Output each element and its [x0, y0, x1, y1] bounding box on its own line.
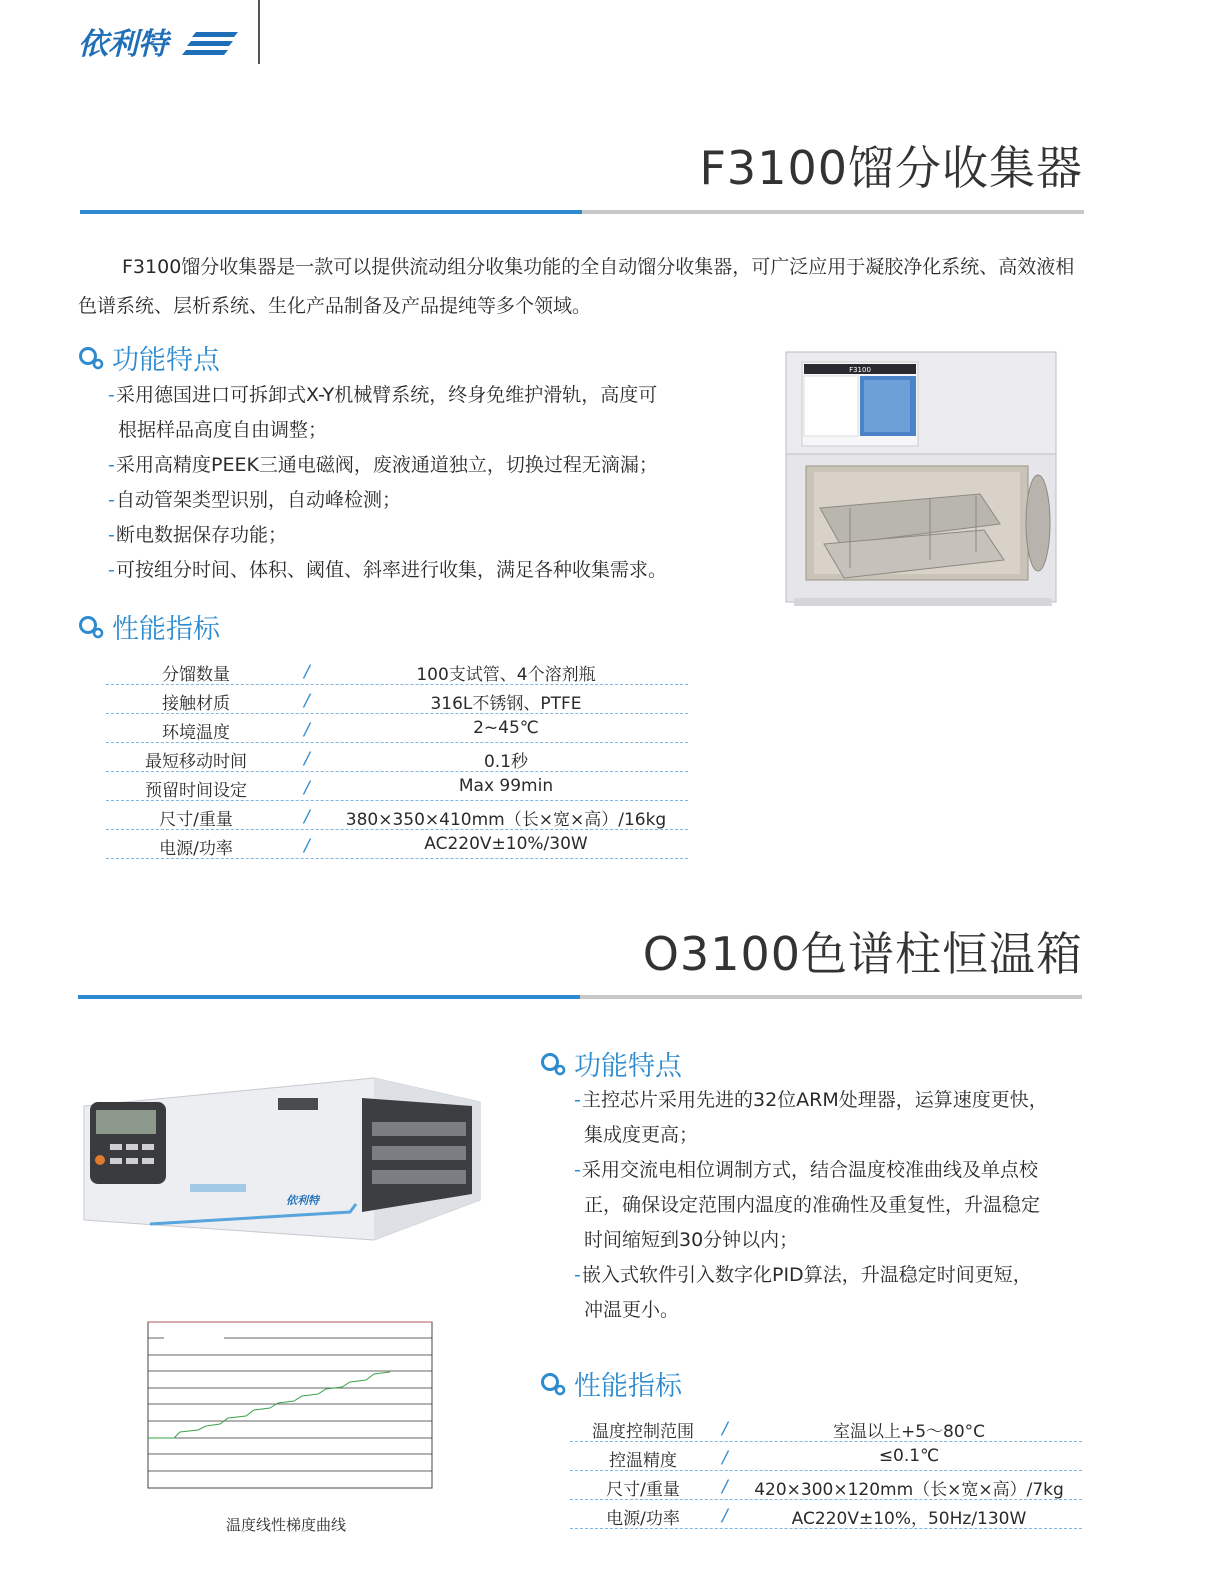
section2-specs-heading [540, 1364, 682, 1403]
spec-row: 电源/功率 / AC220V±10%/30W [106, 830, 688, 859]
section1-specs-heading-text: 性能指标 [112, 614, 220, 645]
feature-item: - 断电数据保存功能； [108, 524, 288, 546]
f3100-device-image [780, 348, 1060, 610]
section1-features-heading-text: 功能特点 [112, 345, 220, 376]
brand-logo [78, 20, 243, 64]
magnifier-icon [540, 1371, 566, 1397]
feature-item: - 采用高精度PEEK三通电磁阀，废液通道独立，切换过程无滴漏； [108, 454, 658, 476]
spec-row: 控温精度 / ≤0.1℃ [570, 1442, 1082, 1471]
svg-text:依利特: 依利特 [286, 1194, 319, 1207]
logo-text: 依利特 [78, 27, 168, 62]
spec-row: 环境温度 / 2~45℃ [106, 714, 688, 743]
section2-title: O3100色谱柱恒温箱 [642, 927, 1083, 981]
section1-title: F3100馏分收集器 [699, 141, 1083, 195]
section1-spec-table [106, 656, 688, 859]
feature-item: 根据样品高度自由调整； [118, 419, 328, 441]
section2-features-heading-text: 功能特点 [574, 1051, 682, 1082]
chart-caption: 温度线性梯度曲线 [226, 1516, 347, 1534]
temperature-gradient-chart [118, 1310, 454, 1502]
magnifier-icon [540, 1051, 566, 1077]
magnifier-icon [78, 345, 104, 371]
section2-features-list [574, 1083, 1104, 1328]
feature-item: 冲温更小。 [584, 1299, 680, 1321]
spec-row: 温度控制范围 / 室温以上+5～80°C [570, 1413, 1082, 1442]
section1-features-list [108, 378, 748, 588]
section2-features-heading [540, 1044, 682, 1083]
feature-item: - 采用交流电相位调制方式，结合温度校准曲线及单点校 [574, 1159, 1039, 1181]
feature-item: - 嵌入式软件引入数字化PID算法，升温稳定时间更短， [574, 1264, 1032, 1286]
section1-specs-heading [78, 607, 220, 646]
feature-item: - 采用德国进口可拆卸式X-Y机械臂系统，终身免维护滑轨，高度可 [108, 384, 658, 406]
feature-item: 时间缩短到30分钟以内； [584, 1229, 799, 1251]
section2-spec-table [570, 1413, 1082, 1529]
spec-row: 接触材质 / 316L不锈钢、PTFE [106, 685, 688, 714]
spec-row: 分馏数量 / 100支试管、4个溶剂瓶 [106, 656, 688, 685]
magnifier-icon [78, 614, 104, 640]
svg-text:F3100: F3100 [849, 366, 871, 374]
o3100-device-image [80, 1072, 484, 1244]
section1-rule [80, 210, 1084, 214]
spec-row: 最短移动时间 / 0.1秒 [106, 743, 688, 772]
section2-specs-heading-text: 性能指标 [574, 1371, 682, 1402]
feature-item: - 可按组分时间、体积、阈值、斜率进行收集，满足各种收集需求。 [108, 559, 668, 581]
spec-row: 尺寸/重量 / 420×300×120mm（长×宽×高）/7kg [570, 1471, 1082, 1500]
header-divider [258, 0, 260, 64]
section1-features-heading [78, 338, 220, 377]
spec-row: 预留时间设定 / Max 99min [106, 772, 688, 801]
feature-item: - 自动管架类型识别，自动峰检测； [108, 489, 402, 511]
section2-rule [78, 995, 1082, 999]
feature-item: - 主控芯片采用先进的32位ARM处理器，运算速度更快， [574, 1089, 1048, 1111]
section1-intro: F3100馏分收集器是一款可以提供流动组分收集功能的全自动馏分收集器，可广泛应用于凝胶净化系统、高效液相色谱系统、层析系统、生化产品制备及产品提纯等多个领域。 [78, 256, 1075, 317]
feature-item: 集成度更高； [584, 1124, 699, 1146]
feature-item: 正，确保设定范围内温度的准确性及重复性，升温稳定 [584, 1194, 1041, 1216]
spec-row: 电源/功率 / AC220V±10%，50Hz/130W [570, 1500, 1082, 1529]
spec-row: 尺寸/重量 / 380×350×410mm（长×宽×高）/16kg [106, 801, 688, 830]
